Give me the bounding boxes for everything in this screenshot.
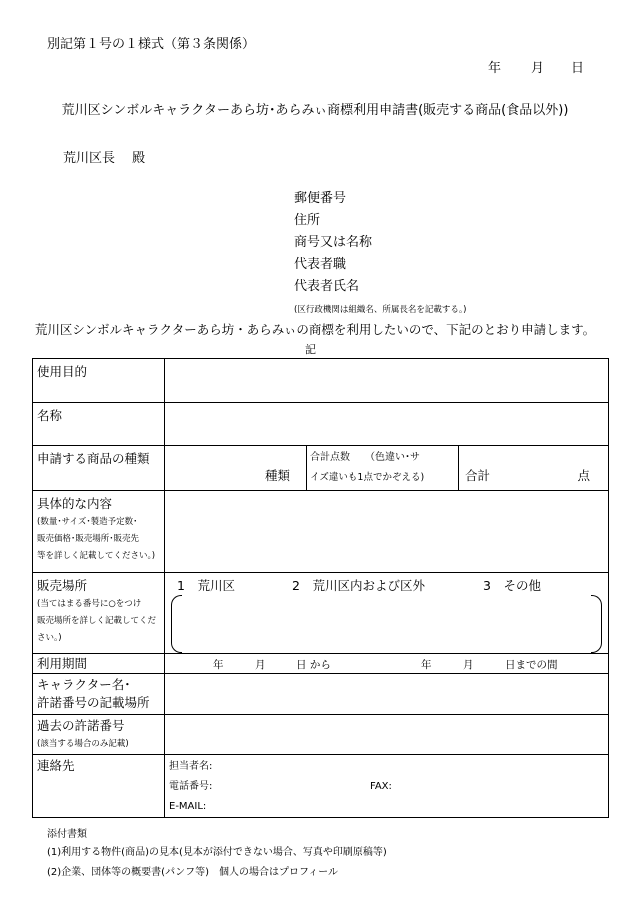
period-month-1: 月 xyxy=(255,659,266,671)
name-field[interactable] xyxy=(165,403,609,446)
total-field[interactable] xyxy=(459,446,609,491)
contact-person[interactable]: 担当者名: xyxy=(169,761,213,772)
left-bracket-icon xyxy=(171,595,182,653)
content-field[interactable] xyxy=(165,491,609,573)
past-field[interactable] xyxy=(165,715,609,755)
total-label-line2: イズ違いも1点でかぞえる) xyxy=(310,472,425,483)
sales-field[interactable] xyxy=(165,573,609,654)
sales-label: 販売場所 (当てはまる番号に○をつけ 販売場所を詳しく記載してくだ さい。) xyxy=(33,573,165,654)
period-year-2: 年 xyxy=(421,659,432,671)
applicant-block xyxy=(294,188,466,320)
date-month: 月 xyxy=(531,61,545,76)
application-form-table xyxy=(32,358,609,818)
total-sum-label: 合計 xyxy=(465,468,491,483)
period-end: 日までの間 xyxy=(505,659,558,671)
addressee: 荒川区長 殿 xyxy=(63,151,146,166)
content-row xyxy=(33,491,609,573)
total-label-cell xyxy=(307,446,459,491)
character-label: キャラクター名･ 許諾番号の記載場所 xyxy=(33,674,165,715)
postal-code-label: 郵便番号 xyxy=(294,191,347,206)
content-note-1: (数量･サイズ･製造予定数･ xyxy=(37,517,138,527)
address-label: 住所 xyxy=(294,213,321,228)
application-statement: 荒川区シンボルキャラクターあら坊・あらみぃの商標を利用したいので、下記のとおり申請します。 xyxy=(34,322,596,337)
purpose-field[interactable] xyxy=(165,359,609,403)
trade-name-label: 商号又は名称 xyxy=(294,235,373,250)
name-row xyxy=(33,403,609,446)
past-row xyxy=(33,715,609,755)
contact-field[interactable] xyxy=(165,755,609,818)
period-year-1: 年 xyxy=(213,659,224,671)
period-label: 利用期間 xyxy=(33,654,165,674)
contact-row xyxy=(33,755,609,818)
rep-title-label: 代表者職 xyxy=(294,257,347,272)
attachment-item-1: (1)利用する物件(商品)の見本(見本が添付できない場合、写真や印刷原稿等) xyxy=(47,847,387,858)
date-line xyxy=(488,57,584,76)
sales-option-2[interactable]: 2 荒川区内および区外 xyxy=(292,578,425,593)
kinds-field[interactable] xyxy=(165,446,307,491)
past-note: (該当する場合のみ記載) xyxy=(37,739,129,749)
name-label: 名称 xyxy=(33,403,165,446)
total-label-line1: 合計点数 （色違い･サ xyxy=(310,452,420,463)
kinds-label: 申請する商品の種類 xyxy=(33,446,165,491)
content-note-2: 販売価格･販売場所･販売先 xyxy=(37,534,140,544)
kinds-unit: 種類 xyxy=(264,468,290,483)
character-field[interactable] xyxy=(165,674,609,715)
content-note-3: 等を詳しく記載してください。) xyxy=(37,551,156,561)
form-number: 別記第１号の１様式（第３条関係） xyxy=(47,37,256,52)
period-month-2: 月 xyxy=(463,659,474,671)
document-title: 荒川区シンボルキャラクターあら坊･あらみぃ商標利用申請書(販売する商品(食品以外)) xyxy=(61,103,569,118)
contact-label: 連絡先 xyxy=(33,755,165,818)
contact-email[interactable]: E-MAIL: xyxy=(169,801,207,812)
period-row xyxy=(33,654,609,674)
content-label: 具体的な内容 (数量･サイズ･製造予定数･ 販売価格･販売場所･販売先 等を詳しく記載してください。) xyxy=(33,491,165,573)
sales-note-2: 販売場所を詳しく記載してくだ xyxy=(37,616,157,626)
rep-name-label: 代表者氏名 xyxy=(294,279,360,294)
attachment-item-2: (2)企業、団体等の概要書(パンフ等) 個人の場合はプロフィール xyxy=(47,867,338,878)
contact-fax[interactable]: FAX: xyxy=(370,781,392,792)
right-bracket-icon xyxy=(591,595,602,653)
date-year: 年 xyxy=(488,61,502,76)
character-row xyxy=(33,674,609,715)
period-field[interactable] xyxy=(165,654,609,674)
total-unit: 点 xyxy=(577,468,591,483)
period-day-1: 日 から xyxy=(296,659,331,671)
ki-mark: 記 xyxy=(305,343,316,356)
sales-note-1: (当てはまる番号に○をつけ xyxy=(37,599,142,609)
purpose-row xyxy=(33,359,609,403)
sales-note-3: さい。) xyxy=(37,633,62,643)
kinds-row xyxy=(33,446,609,491)
sales-option-1[interactable]: 1 荒川区 xyxy=(177,578,235,593)
date-day: 日 xyxy=(571,61,585,76)
attachments-heading: 添付書類 xyxy=(47,829,87,840)
past-label: 過去の許諾番号 (該当する場合のみ記載) xyxy=(33,715,165,755)
applicant-note: (区行政機関は組織名、所属長名を記載する。) xyxy=(294,305,467,315)
contact-phone[interactable]: 電話番号: FAX: xyxy=(165,777,608,797)
purpose-label: 使用目的 xyxy=(33,359,165,403)
sales-row xyxy=(33,573,609,654)
sales-option-3[interactable]: 3 その他 xyxy=(483,578,541,593)
